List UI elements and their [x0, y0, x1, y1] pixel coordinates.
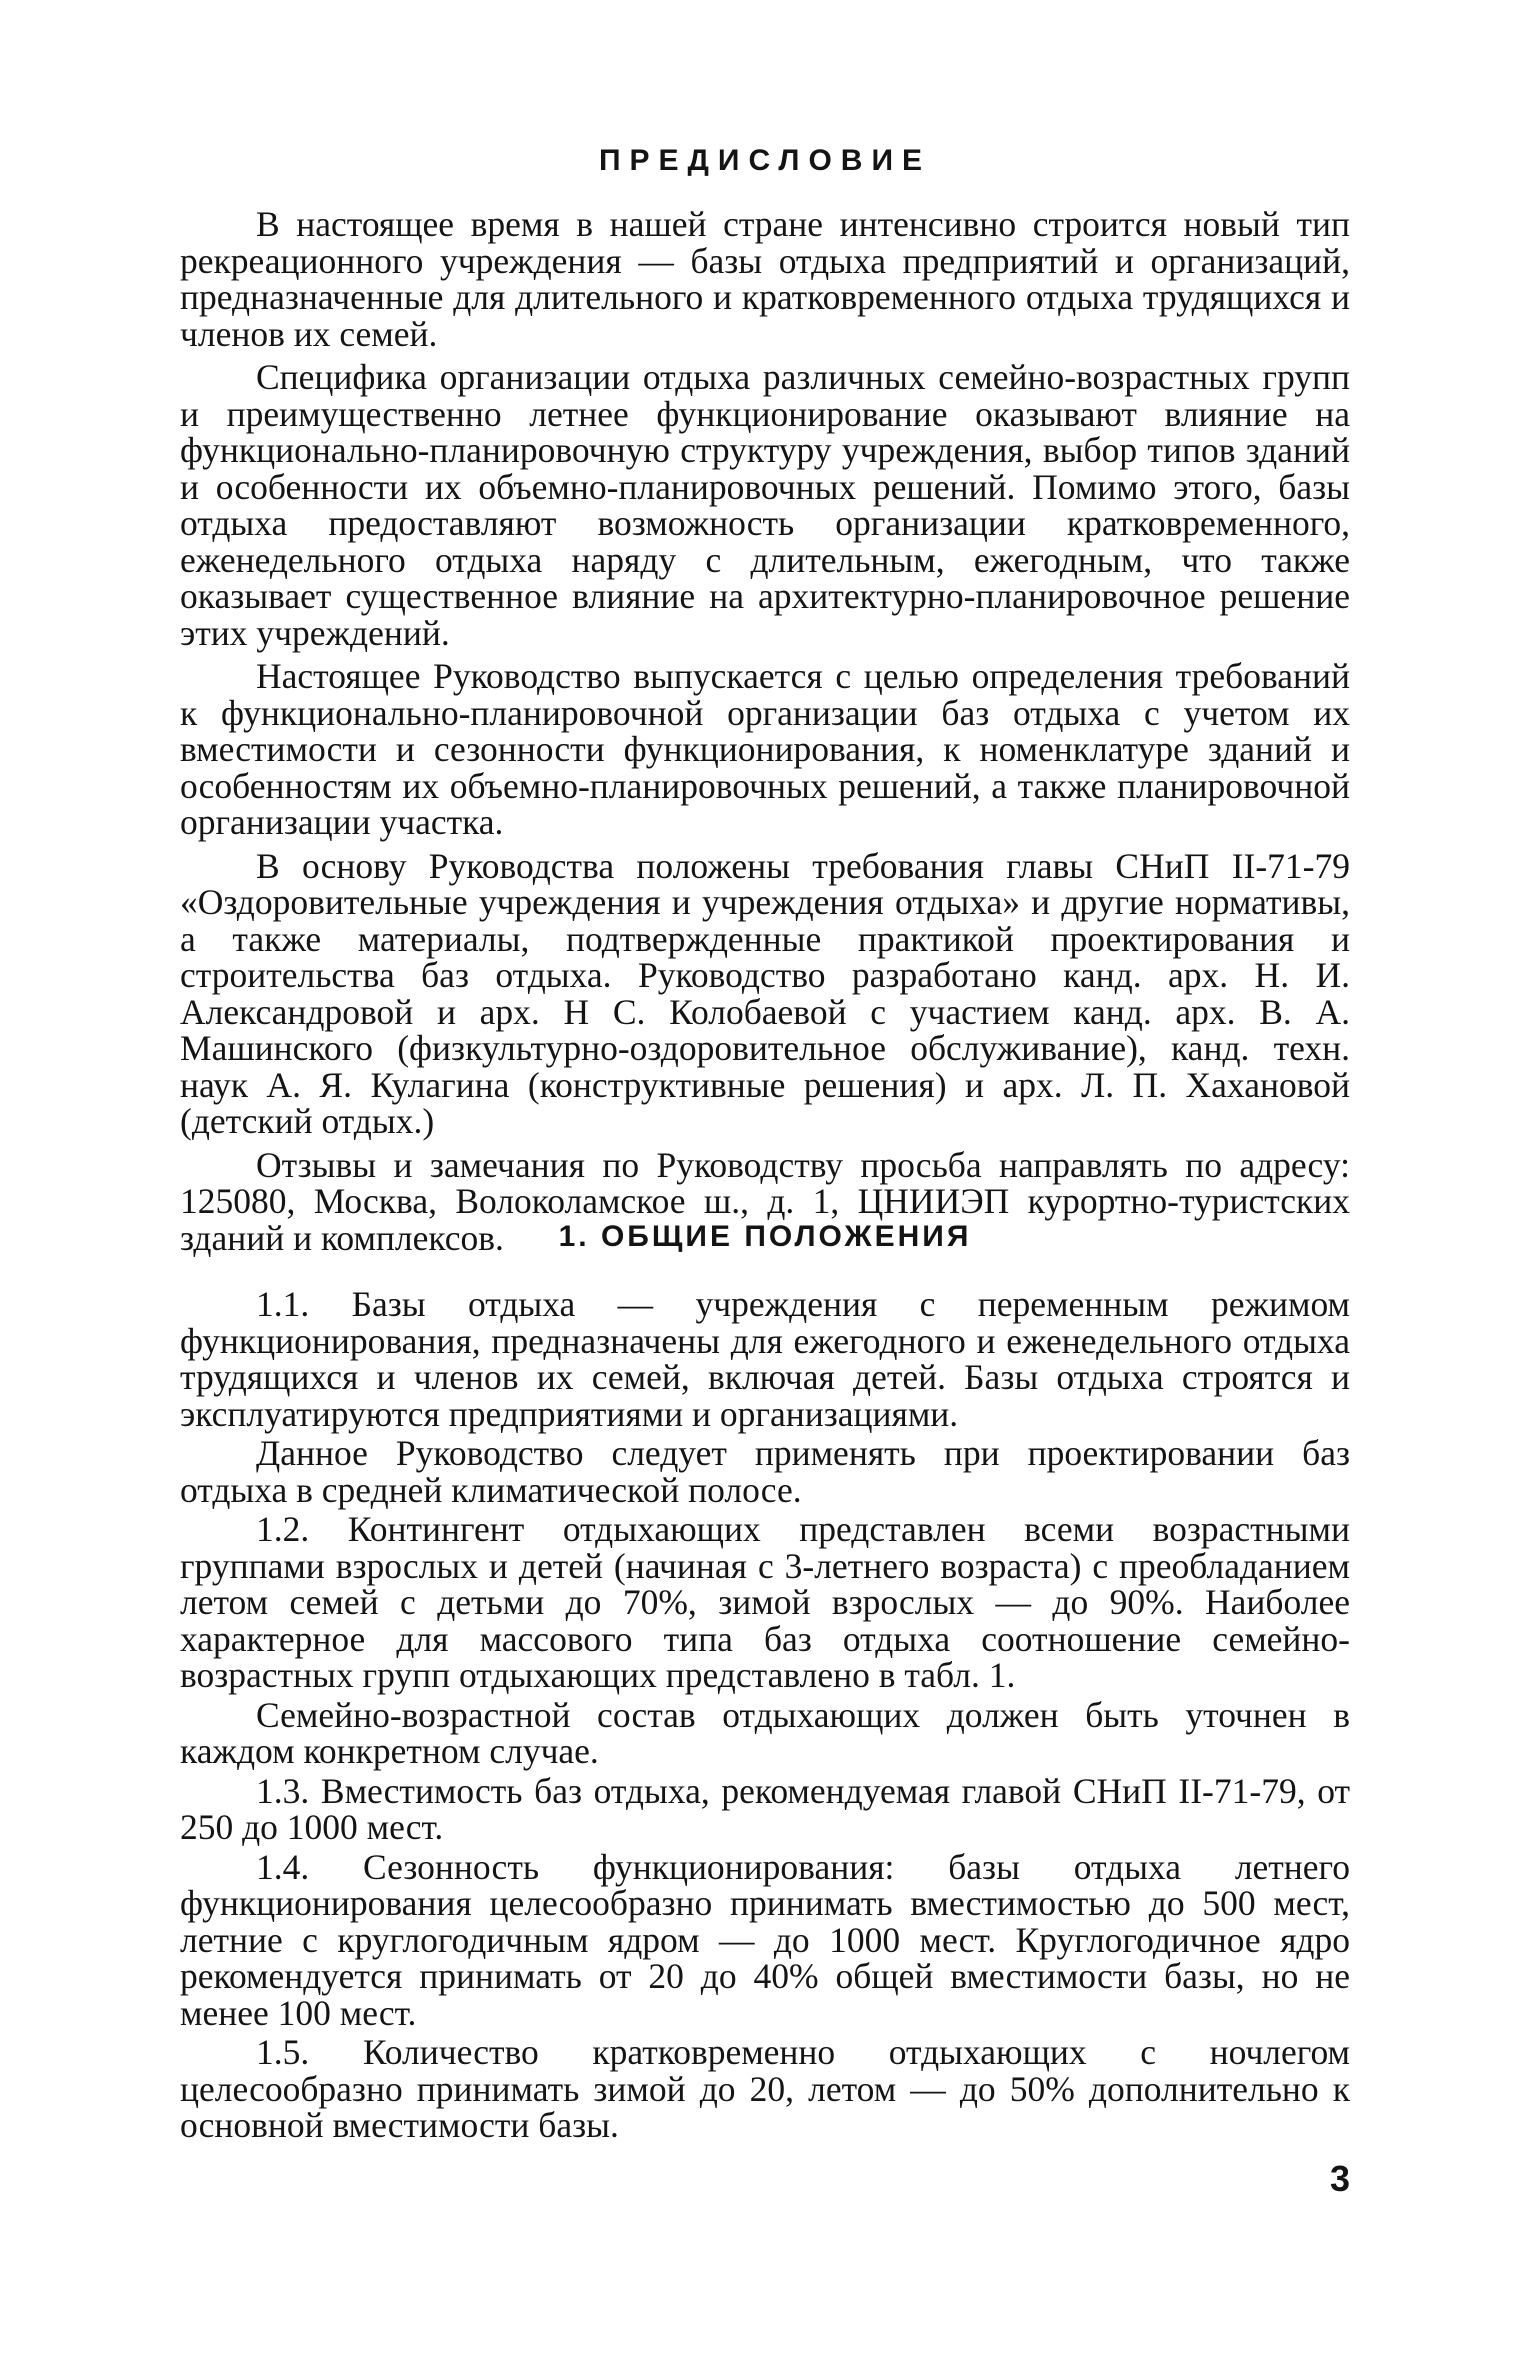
- clause-1-1: 1.1. Базы отдыха — учреждения с переменным режимом функционирования, предназначены для ежегодного и еженедельного отдыха трудящихся и членов их семей, включая детей. Базы отдыха строятся и эксплуатируются предприятиями и организациями.: [180, 1284, 1350, 1434]
- clause-1-3: 1.3. Вместимость баз отдыха, рекомендуемая главой СНиП II-71-79, от 250 до 1000 мест.: [180, 1770, 1350, 1847]
- preface-section: [180, 206, 1350, 1256]
- preface-paragraph-2: Специфика организации отдыха различных семейно-возрастных групп и преимущественно летнее функционирование оказывают влияние на функционально-планировочную структуру учреждения, выбор типов зданий и особенности их объемно-планировочных решений. Помимо этого, базы отдыха предоставляют возможность организации кратковременного, еженедельного отдыха наряду с длительным, ежегодным, что также оказывает существенное влияние на архитектурно-планировочное решение этих учреждений.: [180, 357, 1350, 653]
- preface-paragraph-1: В настоящее время в нашей стране интенсивно строится новый тип рекреационного учреждения — базы отдыха предприятий и организаций, предназначенные для длительного и кратковременного отдыха трудящихся и членов их семей.: [180, 204, 1350, 354]
- general-provisions-section: [180, 1286, 1350, 2144]
- preface-paragraph-3: Настоящее Руководство выпускается с целью определения требований к функционально-планировочной организации баз отдыха с учетом их вместимости и сезонности функционирования, к номенклатуре зданий и особенностям их объемно-планировочных решений, а также планировочной организации участка.: [180, 656, 1350, 842]
- clause-1-2-note: Семейно-возрастной состав отдыхающих должен быть уточнен в каждом конкретном случае.: [180, 1694, 1350, 1771]
- clause-1-1-note: Данное Руководство следует применять при проектировании баз отдыха в средней климатической полосе.: [180, 1433, 1350, 1510]
- clause-1-5: 1.5. Количество кратковременно отдыхающих с ночлегом целесообразно принимать зимой до 20, летом — до 50% дополнительно к основной вместимости базы.: [180, 2032, 1350, 2145]
- clause-1-2: 1.2. Контингент отдыхающих представлен всеми возрастными группами взрослых и детей (начиная с 3-летнего возраста) с преобладанием летом семей с детьми до 70%, зимой взрослых — до 90%. Наиболее характерное для массового типа баз отдыха соотношение семейно-возрастных групп отдыхающих представлено в табл. 1.: [180, 1509, 1350, 1695]
- clause-1-4: 1.4. Сезонность функционирования: базы отдыха летнего функционирования целесообразно принимать вместимостью до 500 мест, летние с круглогодичным ядром — до 1000 мест. Круглогодичное ядро рекомендуется принимать от 20 до 40% общей вместимости базы, но не менее 100 мест.: [180, 1846, 1350, 2033]
- preface-paragraph-4: В основу Руководства положены требования главы СНиП II-71-79 «Оздоровительные учреждения и учреждения отдыха» и другие нормативы, а также материалы, подтвержденные практикой проектирования и строительства баз отдыха. Руководство разработано канд. арх. Н. И. Александровой и арх. Н С. Колобаевой с участием канд. арх. В. А. Машинского (физкультурно-оздоровительное обслуживание), канд. техн. наук А. Я. Кулагина (конструктивные решения) и арх. Л. П. Хахановой (детский отдых.): [180, 845, 1350, 1141]
- preface-title: ПРЕДИСЛОВИЕ: [598, 144, 932, 177]
- preface-paragraph-5: Отзывы и замечания по Руководству просьба направлять по адресу: 125080, Москва, Волоколамское ш., д. 1, ЦНИИЭП курортно-туристских зданий и комплексов.: [180, 1144, 1350, 1258]
- page-number: 3: [1329, 2158, 1350, 2199]
- general-provisions-title: 1. ОБЩИЕ ПОЛОЖЕНИЯ: [558, 1220, 972, 1253]
